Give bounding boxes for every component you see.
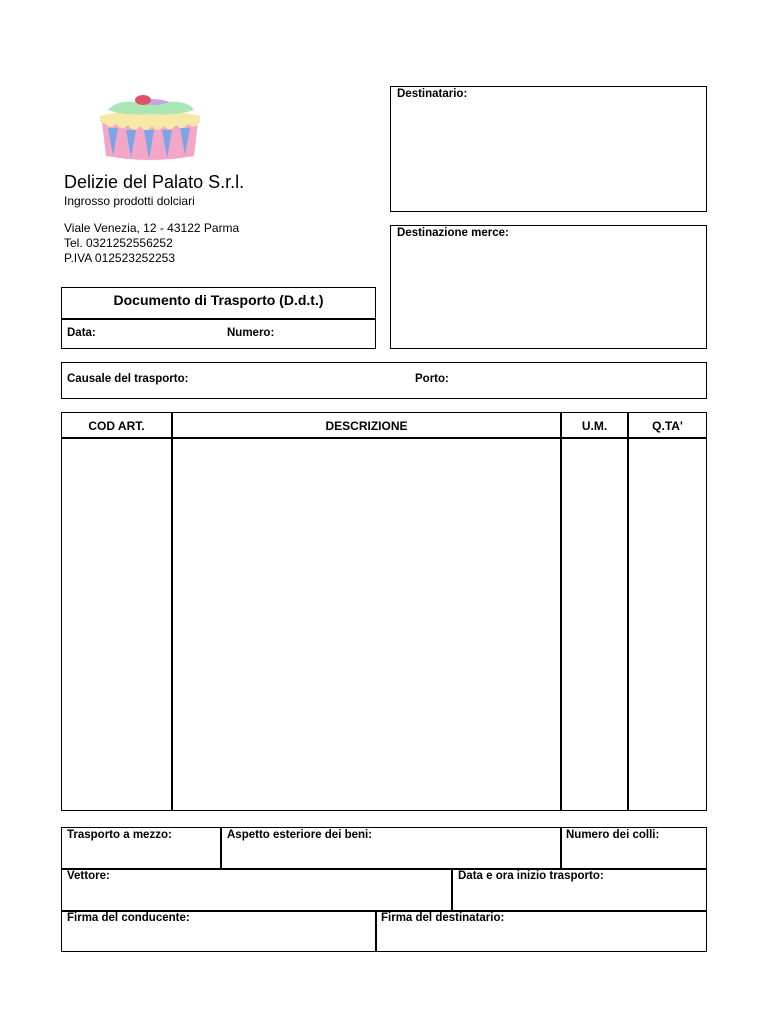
transport-reason-label: Causale del trasporto: (67, 373, 189, 385)
company-address: Viale Venezia, 12 - 43122 Parma (64, 221, 240, 235)
appearance-label: Aspetto esteriore dei beni: (227, 829, 373, 841)
recipient-label: Destinatario: (397, 88, 468, 100)
packages-label: Numero dei colli: (566, 829, 660, 841)
date-label: Data: (67, 327, 96, 339)
cake-icon (96, 92, 206, 164)
transport-by-label: Trasporto a mezzo: (67, 829, 172, 841)
footer-box (61, 827, 707, 952)
doc-title: Documento di Trasporto (D.d.t.) (113, 292, 324, 308)
recipient-signature-label: Firma del destinatario: (381, 912, 505, 924)
destination-label: Destinazione merce: (397, 227, 509, 239)
driver-signature-label: Firma del conducente: (67, 912, 190, 924)
company-tagline: Ingrosso prodotti dolciari (64, 194, 195, 208)
port-label: Porto: (415, 373, 449, 385)
company-vat: P.IVA 012523252253 (64, 251, 175, 265)
company-logo (96, 92, 206, 164)
number-label: Numero: (227, 327, 275, 339)
items-table (61, 412, 707, 811)
company-phone: Tel. 0321252556252 (64, 236, 173, 250)
start-datetime-label: Data e ora inizio trasporto: (458, 870, 604, 882)
carrier-label: Vettore: (67, 870, 110, 882)
company-name: Delizie del Palato S.r.l. (64, 172, 245, 192)
header-quantity: Q.TA' (652, 419, 683, 433)
recipient-box[interactable] (390, 86, 707, 212)
header-unit: U.M. (581, 419, 608, 433)
destination-box[interactable] (390, 225, 707, 349)
header-description: DESCRIZIONE (325, 419, 408, 433)
header-code: COD ART. (88, 419, 145, 433)
